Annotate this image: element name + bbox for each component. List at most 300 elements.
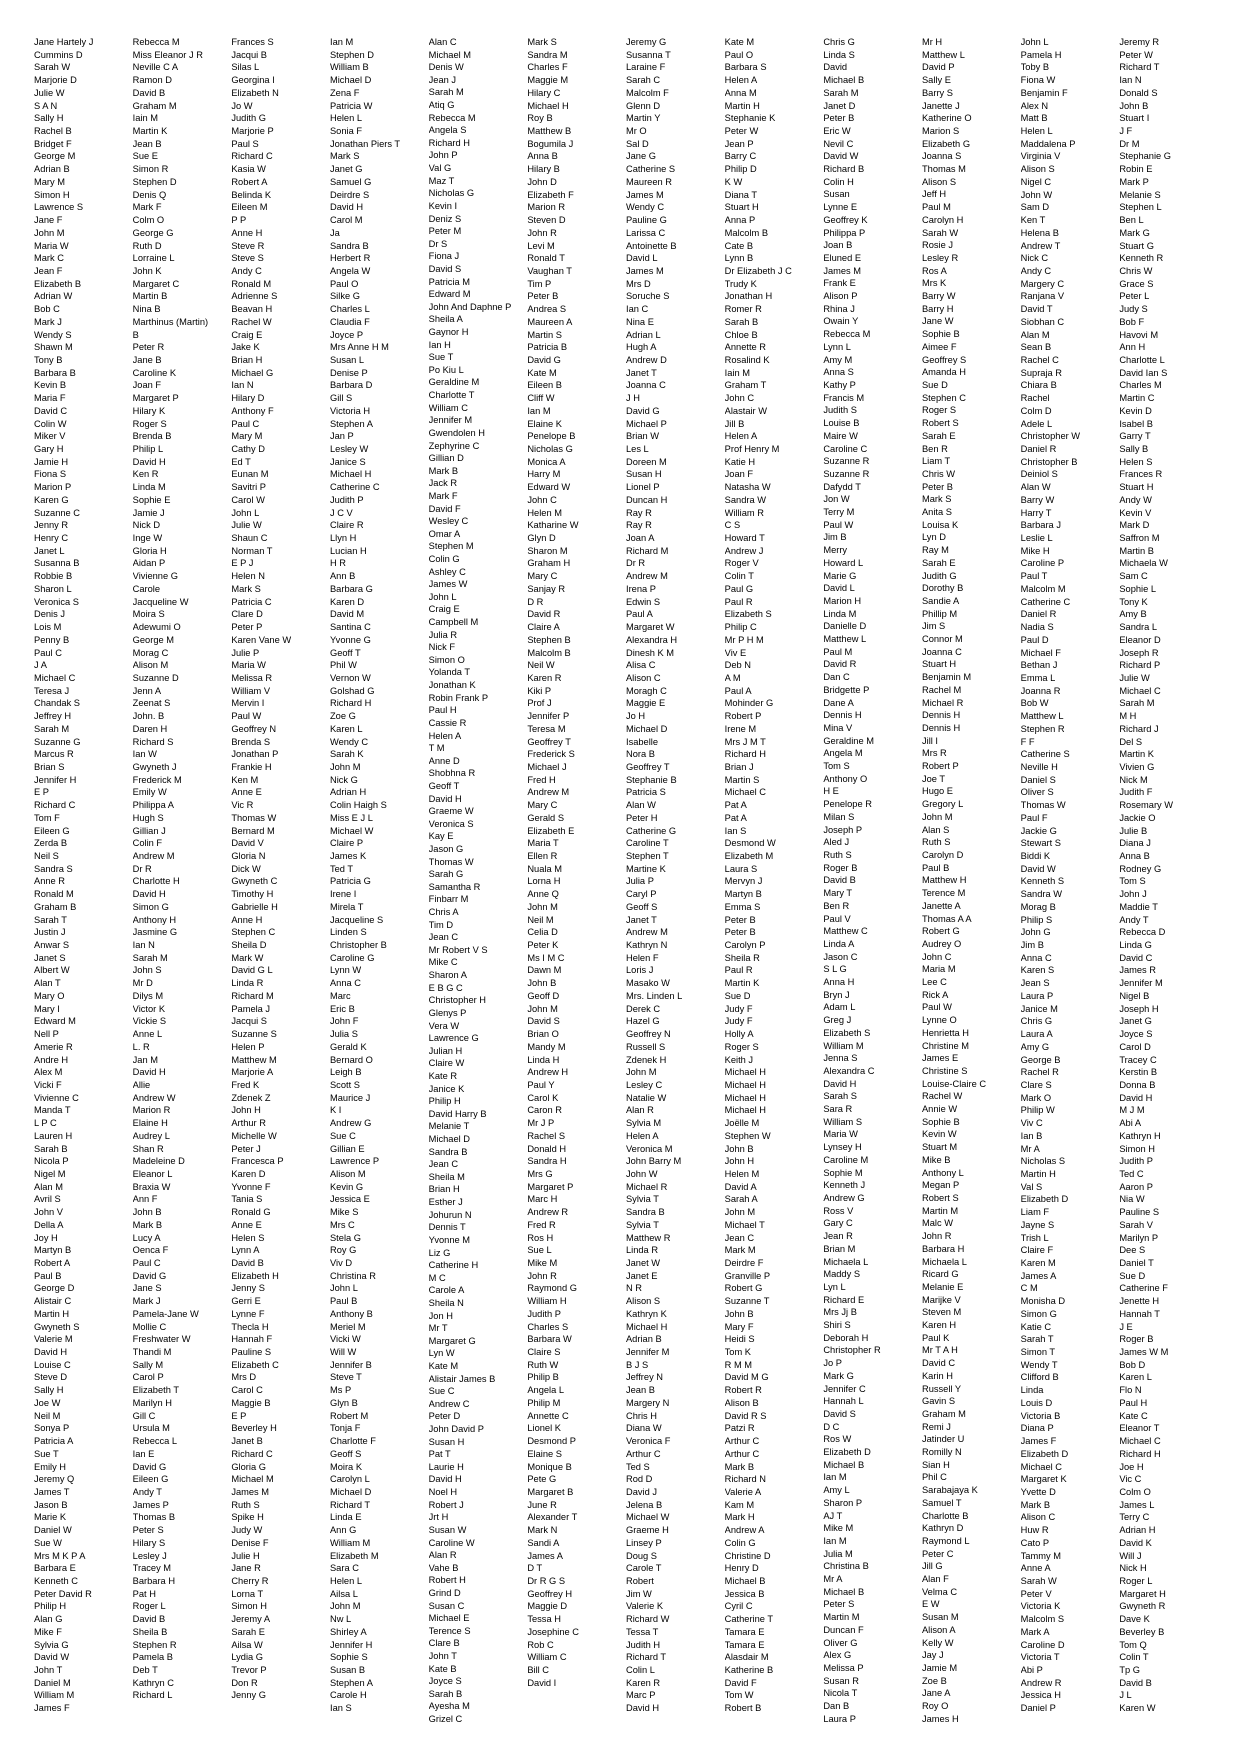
name-entry: Catherine H bbox=[428, 1260, 479, 1271]
name-entry: Gwyneth C bbox=[231, 876, 278, 887]
name-entry: James M bbox=[625, 189, 664, 200]
name-entry: Mark J bbox=[34, 316, 62, 327]
name-entry: Sara C bbox=[329, 1563, 359, 1574]
name-entry: Shawn M bbox=[34, 342, 73, 353]
name-entry: Mark S bbox=[527, 37, 557, 47]
name-entry: Denise P bbox=[329, 367, 368, 378]
name-entry: Jean S bbox=[1020, 978, 1050, 989]
name-entry: Richard S bbox=[132, 736, 174, 747]
name-entry: Oliver S bbox=[1020, 787, 1054, 798]
name-entry: Esther J bbox=[428, 1197, 463, 1208]
name-entry: Veronica S bbox=[34, 596, 79, 607]
name-entry: Karen D bbox=[329, 596, 365, 607]
name-entry: Richard H bbox=[428, 137, 470, 148]
name-entry: Mike H bbox=[1020, 545, 1050, 556]
name-entry: Ramon D bbox=[132, 75, 172, 86]
name-entry: Nina E bbox=[625, 316, 654, 327]
name-entry: Paul K bbox=[921, 1332, 950, 1343]
name-entry: Michael H bbox=[724, 1105, 766, 1116]
name-entry: Adrian L bbox=[625, 329, 661, 340]
name-entry: Sam D bbox=[1020, 202, 1050, 213]
name-entry: Elizabeth N bbox=[231, 87, 279, 98]
name-entry: Tom S bbox=[1119, 876, 1146, 887]
name-entry: Howard T bbox=[724, 533, 765, 544]
name-entry: Veronica M bbox=[625, 1143, 673, 1154]
name-entry: David M bbox=[329, 609, 365, 620]
name-entry: Paul B bbox=[329, 1296, 358, 1307]
name-entry: Chris H bbox=[625, 1410, 657, 1421]
name-entry: Roger S bbox=[724, 1041, 759, 1052]
name-entry: Marthinus (Martin) bbox=[132, 316, 209, 327]
name-entry: Judith P bbox=[1119, 1156, 1153, 1167]
name-entry: John David P bbox=[428, 1424, 484, 1435]
name-entry: Sarah T bbox=[1020, 1334, 1054, 1345]
name-entry: Stephanie G bbox=[1119, 151, 1172, 162]
name-entry: Kelly W bbox=[921, 1637, 954, 1648]
name-entry: Geoffrey T bbox=[625, 761, 670, 772]
name-column-11 bbox=[1021, 36, 1116, 1726]
name-entry: Rebecca M bbox=[132, 37, 180, 47]
name-entry: Tammy M bbox=[1020, 1550, 1061, 1561]
name-entry: Dick W bbox=[231, 863, 261, 874]
name-entry: Mrs C bbox=[329, 1219, 355, 1230]
name-entry: John M bbox=[527, 901, 558, 912]
name-entry: Zoe B bbox=[921, 1675, 947, 1686]
name-entry: Charlotte T bbox=[428, 390, 475, 401]
name-entry: Kate B bbox=[428, 1663, 457, 1674]
name-entry: Yvonne F bbox=[231, 1181, 271, 1192]
name-entry: Hilary K bbox=[132, 405, 166, 416]
name-entry: Mervin I bbox=[231, 698, 265, 709]
name-entry: George M bbox=[34, 151, 76, 162]
name-entry: David R bbox=[823, 659, 857, 670]
name-entry: Diana T bbox=[724, 189, 758, 200]
name-entry: George D bbox=[34, 1283, 75, 1294]
name-column-12 bbox=[1119, 36, 1214, 1726]
name-entry: Laura P bbox=[823, 1713, 856, 1724]
name-entry: Marilyn P bbox=[1119, 1232, 1159, 1243]
name-entry: Ruth W bbox=[527, 1359, 559, 1370]
name-entry: Alison S bbox=[625, 1296, 661, 1307]
name-entry: Helen N bbox=[231, 571, 265, 582]
name-entry: William C bbox=[428, 402, 468, 413]
name-entry: John L bbox=[329, 1283, 358, 1294]
name-entry: Vivienne G bbox=[132, 571, 178, 582]
name-entry: Mark C bbox=[34, 253, 64, 264]
name-entry: Denis J bbox=[34, 609, 66, 620]
name-entry: Malcolm S bbox=[1020, 1614, 1065, 1625]
name-entry: Steve T bbox=[329, 1372, 362, 1383]
name-entry: Alison S bbox=[1020, 164, 1055, 175]
name-entry: J E bbox=[1119, 1321, 1133, 1332]
name-entry: Eleanor L bbox=[132, 1168, 173, 1179]
name-entry: Cliff W bbox=[527, 393, 555, 404]
name-entry: Toby B bbox=[1020, 62, 1050, 73]
name-entry: Ruth S bbox=[231, 1499, 260, 1510]
name-entry: Paul O bbox=[724, 49, 754, 60]
name-entry: Simon H bbox=[231, 1601, 267, 1612]
name-entry: Robert R bbox=[724, 1385, 762, 1396]
name-entry: Joan F bbox=[132, 380, 162, 391]
name-entry: Martyn B bbox=[724, 889, 762, 900]
name-entry: Janet G bbox=[329, 164, 363, 175]
name-entry: Katherine O bbox=[921, 113, 972, 124]
name-entry: E B G C bbox=[428, 982, 463, 993]
name-entry: Chloe B bbox=[724, 329, 758, 340]
name-entry: Gillian D bbox=[428, 453, 464, 464]
name-entry: Jane R bbox=[231, 1563, 261, 1574]
name-entry: Mandy M bbox=[527, 1041, 566, 1052]
name-entry: Moragh C bbox=[625, 685, 667, 696]
name-entry: Susan bbox=[823, 189, 850, 200]
name-entry: Rachel B bbox=[34, 126, 72, 137]
name-entry: John And Daphne P bbox=[428, 301, 512, 312]
name-entry: Mrs R bbox=[921, 748, 947, 759]
name-entry: Chris G bbox=[1020, 1016, 1053, 1027]
name-entry: Andrew D bbox=[625, 354, 667, 365]
name-entry: David G bbox=[132, 1461, 167, 1472]
name-entry: Duncan H bbox=[625, 494, 668, 505]
name-entry: David B bbox=[132, 1614, 166, 1625]
name-entry: Claire S bbox=[527, 1347, 561, 1358]
name-entry: Mark O bbox=[1020, 1092, 1052, 1103]
name-entry: Helen L bbox=[1020, 126, 1053, 137]
name-entry: Grind D bbox=[428, 1587, 461, 1598]
name-entry: Richard C bbox=[34, 800, 76, 811]
name-entry: Emma S bbox=[724, 901, 761, 912]
name-entry: David T bbox=[1020, 304, 1053, 315]
name-entry: Sandra W bbox=[724, 494, 766, 505]
name-entry: William C bbox=[527, 1652, 567, 1663]
name-entry: David H bbox=[132, 1067, 166, 1078]
name-entry: James E bbox=[921, 1053, 959, 1064]
name-entry: Carolyn H bbox=[921, 214, 964, 225]
name-entry: Mark S bbox=[329, 151, 360, 162]
name-entry: Hilary B bbox=[527, 164, 560, 175]
name-entry: Simon G bbox=[132, 901, 169, 912]
name-entry: Yolanda T bbox=[428, 667, 471, 678]
name-entry: Judy F bbox=[724, 1003, 753, 1014]
name-entry: John B bbox=[724, 1308, 754, 1319]
name-entry: Stephanie K bbox=[724, 113, 776, 124]
name-entry: Catherine G bbox=[625, 825, 677, 836]
name-entry: Alison S bbox=[921, 176, 957, 187]
name-entry: Carole bbox=[132, 583, 161, 594]
name-entry: Manda T bbox=[34, 1105, 71, 1116]
name-entry: Daniel T bbox=[1119, 1258, 1154, 1268]
name-entry: Eileen B bbox=[527, 380, 562, 391]
name-entry: Charlotte L bbox=[1119, 354, 1165, 365]
name-entry: David G bbox=[625, 405, 660, 416]
name-entry: Zena F bbox=[329, 87, 360, 98]
name-entry: Kiki P bbox=[527, 685, 552, 696]
name-entry: Thomas W bbox=[1020, 800, 1066, 811]
name-entry: Ailsa L bbox=[329, 1588, 358, 1599]
name-entry: Robert G bbox=[724, 1283, 763, 1294]
name-entry: Colin T bbox=[1119, 1652, 1149, 1663]
name-entry: Jean C bbox=[428, 1159, 459, 1170]
name-entry: Richard L bbox=[132, 1690, 173, 1701]
name-entry: James A bbox=[527, 1550, 563, 1561]
name-entry: Ian N bbox=[132, 940, 155, 951]
name-column-5 bbox=[429, 36, 524, 1726]
name-entry: Marc bbox=[329, 990, 351, 1001]
name-entry: Ken M bbox=[231, 774, 259, 785]
name-entry: Charlotte H bbox=[132, 876, 180, 887]
name-entry: Colin L bbox=[625, 1665, 655, 1675]
name-entry: Megan P bbox=[921, 1180, 960, 1191]
name-entry: Melanie T bbox=[428, 1121, 470, 1132]
name-entry: Matthew C bbox=[823, 926, 868, 937]
name-entry: Bob F bbox=[1119, 316, 1145, 327]
name-entry: Sophie M bbox=[823, 1167, 863, 1178]
name-entry: David H bbox=[625, 1703, 660, 1714]
name-entry: Sylvia G bbox=[34, 1639, 69, 1650]
name-entry: Hannah L bbox=[823, 1396, 864, 1407]
name-entry: Philippa A bbox=[132, 800, 175, 811]
name-entry: Gloria N bbox=[231, 851, 266, 861]
name-entry: J H bbox=[625, 393, 640, 404]
name-entry: Frances S bbox=[231, 37, 274, 47]
name-entry: Richard E bbox=[823, 1294, 865, 1305]
name-entry: Bridgette P bbox=[823, 684, 870, 695]
name-entry: Jeffrey N bbox=[625, 1372, 664, 1383]
name-entry: Mrs D bbox=[625, 278, 651, 289]
name-entry: Jane B bbox=[132, 354, 162, 365]
name-entry: Lynn A bbox=[231, 1245, 260, 1256]
name-entry: Graham B bbox=[34, 901, 77, 912]
name-entry: Jeremy G bbox=[625, 37, 667, 47]
name-entry: Elizabeth D bbox=[1020, 1448, 1069, 1459]
name-entry: Phillip M bbox=[921, 608, 958, 619]
name-entry: Paul T bbox=[1020, 571, 1048, 582]
name-entry: Geraldine M bbox=[428, 377, 480, 388]
name-entry: Dorothy B bbox=[921, 583, 964, 594]
name-entry: Mrs J M T bbox=[724, 736, 766, 747]
name-entry: Philip H bbox=[34, 1601, 67, 1612]
name-entry: Peter B bbox=[823, 113, 855, 124]
name-entry: Rick A bbox=[921, 989, 949, 1000]
name-entry: David A bbox=[724, 1181, 757, 1192]
name-entry: John C bbox=[527, 494, 557, 505]
name-entry: Tamara E bbox=[724, 1639, 765, 1650]
name-entry: Jenny S bbox=[231, 1283, 265, 1294]
name-entry: Brian M bbox=[823, 1243, 856, 1254]
name-entry: Stela G bbox=[329, 1232, 361, 1243]
name-entry: Michael C bbox=[34, 672, 76, 683]
name-entry: Richard B bbox=[823, 164, 865, 175]
name-entry: Doug S bbox=[625, 1550, 657, 1561]
name-entry: Sheila R bbox=[724, 952, 760, 963]
name-entry: Lyn W bbox=[428, 1348, 455, 1359]
name-entry: Miss Eleanor J R bbox=[132, 49, 203, 60]
name-entry: Mr A bbox=[1020, 1143, 1040, 1154]
name-entry: Alison A bbox=[921, 1624, 956, 1635]
name-entry: Robert bbox=[625, 1575, 654, 1586]
name-entry: Justin J bbox=[34, 927, 66, 938]
name-entry: Lesley J bbox=[132, 1550, 167, 1561]
name-entry: Graham M bbox=[921, 1408, 966, 1419]
name-entry: Gwendolen H bbox=[428, 427, 485, 438]
name-entry: Desmond P bbox=[527, 1436, 576, 1447]
name-entry: Brian H bbox=[428, 1184, 460, 1195]
name-entry: Jan P bbox=[329, 431, 354, 442]
name-entry: Vaughan T bbox=[527, 265, 572, 276]
name-entry: David V bbox=[231, 838, 264, 849]
name-entry: Caroline W bbox=[428, 1537, 475, 1548]
name-entry: Paul V bbox=[823, 913, 851, 924]
name-entry: Geoff S bbox=[625, 901, 658, 912]
name-entry: Stephen D bbox=[329, 49, 374, 60]
name-entry: Helen M bbox=[527, 507, 562, 518]
name-entry: Sarah M bbox=[132, 952, 168, 963]
name-entry: Lydia G bbox=[231, 1652, 264, 1663]
name-entry: Caron R bbox=[527, 1105, 562, 1116]
name-entry: Mr J P bbox=[527, 1118, 555, 1129]
name-entry: David S bbox=[527, 1016, 560, 1027]
name-entry: Zoe G bbox=[329, 711, 356, 722]
name-entry: Pauline S bbox=[1119, 1207, 1160, 1218]
name-entry: Savitri P bbox=[231, 482, 266, 493]
name-entry: Emily H bbox=[34, 1461, 67, 1472]
name-entry: Peter D bbox=[428, 1411, 461, 1422]
name-entry: Heidi S bbox=[724, 1334, 755, 1345]
name-entry: Paul G bbox=[724, 583, 754, 594]
name-entry: Graeme W bbox=[428, 806, 474, 817]
name-entry: Linden S bbox=[329, 927, 367, 938]
name-entry: Sarah A bbox=[724, 1194, 758, 1205]
name-entry: Victoria T bbox=[1020, 1652, 1060, 1663]
name-entry: Daniel S bbox=[1020, 774, 1056, 785]
name-entry: Karen R bbox=[527, 672, 562, 683]
name-entry: Alex M bbox=[34, 1067, 63, 1078]
name-entry: Martin B bbox=[1119, 545, 1154, 556]
name-entry: Brian J bbox=[724, 761, 754, 772]
name-entry: Jason G bbox=[428, 844, 464, 854]
name-entry: Viv E bbox=[724, 647, 747, 658]
name-entry: Steve S bbox=[231, 253, 264, 264]
name-entry: Sheila D bbox=[231, 940, 267, 951]
name-entry: Sandra M bbox=[527, 49, 568, 60]
name-entry: Ricard G bbox=[921, 1269, 959, 1280]
name-entry: Lorna H bbox=[527, 876, 561, 887]
name-entry: Stuart I bbox=[1119, 113, 1150, 124]
name-entry: Maire W bbox=[823, 430, 858, 441]
name-entry: Kevin B bbox=[34, 380, 67, 391]
name-entry: Kay E bbox=[428, 831, 454, 842]
name-entry: Del S bbox=[1119, 736, 1143, 747]
name-entry: Rachel R bbox=[1020, 1067, 1059, 1078]
name-entry: Martyn B bbox=[34, 1245, 72, 1256]
name-entry: Tamara E bbox=[724, 1626, 765, 1637]
name-entry: Alison P bbox=[823, 291, 858, 302]
name-entry: David P bbox=[921, 62, 955, 73]
name-entry: Judy F bbox=[724, 1016, 753, 1027]
name-entry: Paul C bbox=[231, 418, 260, 429]
name-entry: William S bbox=[823, 1116, 863, 1127]
name-entry: Ken T bbox=[1020, 215, 1046, 226]
name-entry: Deborah H bbox=[823, 1332, 869, 1343]
name-entry: Nick D bbox=[132, 520, 161, 531]
name-entry: Richard T bbox=[329, 1499, 371, 1510]
name-entry: Ian M bbox=[329, 37, 354, 47]
name-entry: Sue T bbox=[34, 1448, 59, 1459]
name-entry: Lionel P bbox=[625, 482, 660, 493]
name-entry: Sarah B bbox=[34, 1143, 68, 1154]
name-entry: Sandie A bbox=[921, 595, 960, 606]
name-entry: Andrew T bbox=[1020, 240, 1061, 251]
name-entry: Sylvia M bbox=[625, 1118, 662, 1129]
name-entry: Martin Y bbox=[625, 113, 661, 124]
name-entry: Jennifer H bbox=[329, 1639, 373, 1650]
name-entry: Michael W bbox=[329, 825, 374, 836]
name-entry: Graham T bbox=[724, 380, 767, 391]
name-entry: Marion S bbox=[921, 125, 960, 136]
name-entry: Biddi K bbox=[1020, 851, 1051, 861]
name-entry: Eluned E bbox=[823, 252, 862, 263]
name-entry: John V bbox=[34, 1207, 63, 1218]
name-entry: Natalie W bbox=[625, 1092, 667, 1103]
name-entry: Susan W bbox=[428, 1524, 467, 1535]
name-entry: Linda H bbox=[527, 1054, 560, 1065]
name-entry: Linda R bbox=[625, 1245, 659, 1256]
name-entry: Elizabeth F bbox=[527, 189, 574, 200]
name-entry: John. B bbox=[132, 711, 165, 722]
name-entry: Maggie M bbox=[527, 75, 569, 86]
name-entry: Zephyrine C bbox=[428, 440, 480, 451]
name-entry: Isabelle bbox=[625, 736, 659, 747]
name-entry: David B bbox=[823, 875, 856, 886]
name-entry: Phil W bbox=[329, 660, 357, 671]
name-entry: Linda M bbox=[823, 608, 857, 619]
name-entry: Philippa P bbox=[823, 227, 866, 238]
name-entry: Marjorie D bbox=[34, 75, 77, 86]
name-entry: Charles M bbox=[1119, 380, 1162, 391]
name-entry: Dawn M bbox=[527, 965, 562, 976]
name-entry: Sandra B bbox=[428, 1146, 468, 1157]
name-entry: Michael C bbox=[1119, 1436, 1161, 1447]
name-entry: Della A bbox=[34, 1219, 64, 1230]
name-entry: Val G bbox=[428, 163, 452, 174]
name-entry: David F bbox=[428, 503, 461, 514]
name-entry: Soruche S bbox=[625, 291, 670, 302]
name-entry: Joe T bbox=[921, 773, 946, 784]
name-entry: Tp G bbox=[1119, 1665, 1140, 1675]
name-entry: Geoffrey T bbox=[527, 736, 571, 747]
name-entry: James M bbox=[231, 1486, 270, 1497]
name-column-8 bbox=[725, 36, 820, 1726]
name-entry: Siobhan C bbox=[1020, 316, 1065, 327]
name-entry: Adrian H bbox=[329, 787, 367, 798]
name-entry: Aled J bbox=[823, 837, 850, 848]
name-entry: Mr D bbox=[132, 978, 153, 989]
name-entry: Maz T bbox=[428, 175, 455, 186]
name-entry: Glyn B bbox=[329, 1397, 358, 1408]
name-entry: Wendy S bbox=[34, 329, 72, 340]
name-entry: Malcolm B bbox=[724, 227, 769, 238]
name-entry: Bernard O bbox=[329, 1054, 373, 1065]
name-entry: William R bbox=[724, 507, 764, 518]
name-entry: Marc H bbox=[527, 1194, 558, 1205]
name-entry: Martin K bbox=[1119, 749, 1154, 760]
name-entry: Beverley B bbox=[1119, 1626, 1165, 1637]
name-entry: Stuart H bbox=[724, 202, 759, 213]
name-entry: Ronald T bbox=[527, 253, 565, 264]
name-entry: Karen Vane W bbox=[231, 634, 292, 645]
name-entry: Dr R bbox=[625, 558, 646, 569]
name-entry: Laura A bbox=[1020, 1029, 1053, 1040]
name-entry: Kathryn K bbox=[625, 1308, 667, 1319]
